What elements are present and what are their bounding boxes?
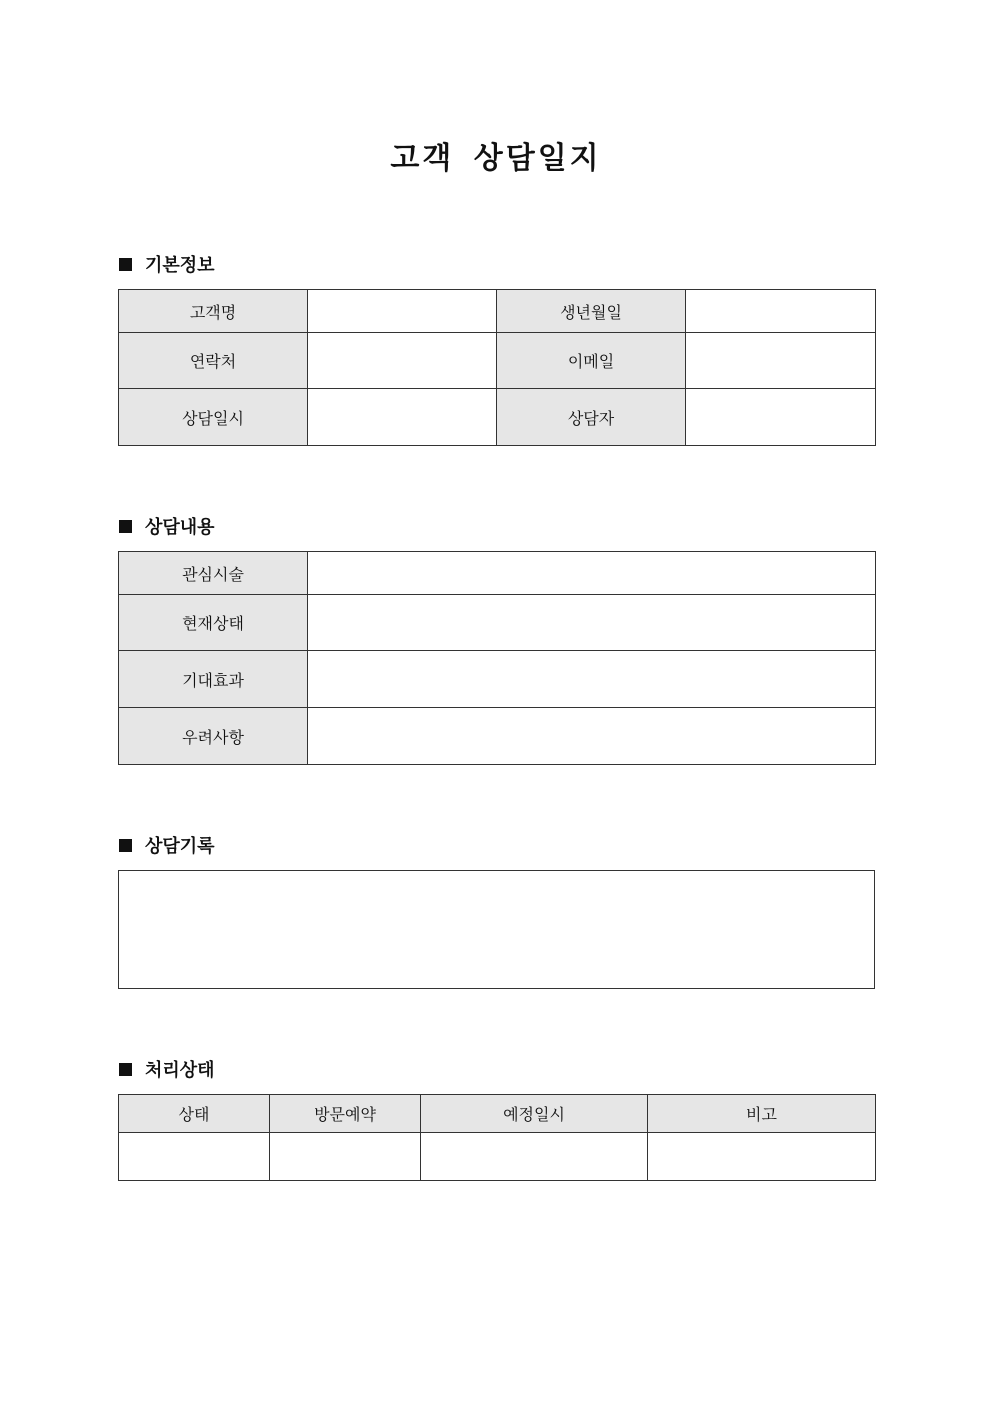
status-field[interactable] (119, 1133, 270, 1181)
section-heading-record (119, 833, 215, 857)
section-heading-label: 상담기록 (145, 836, 215, 857)
customer-name-field[interactable] (308, 290, 497, 333)
contact-field[interactable] (308, 333, 497, 389)
column-header-status: 상태 (119, 1095, 270, 1133)
label-customer-name: 고객명 (119, 290, 308, 333)
basic-info-table (118, 289, 876, 446)
section-heading-label: 상담내용 (145, 517, 215, 538)
page-title: 고객 상담일지 (390, 141, 602, 176)
label-consultant: 상담자 (497, 389, 686, 446)
label-email: 이메일 (497, 333, 686, 389)
section-heading-content (119, 514, 215, 538)
square-bullet-icon (119, 258, 132, 271)
square-bullet-icon (119, 1063, 132, 1076)
label-concerns: 우려사항 (119, 708, 308, 765)
concerns-field[interactable] (308, 708, 876, 765)
label-current-state: 현재상태 (119, 595, 308, 651)
square-bullet-icon (119, 839, 132, 852)
consultant-field[interactable] (686, 389, 876, 446)
section-heading-label: 처리상태 (145, 1060, 215, 1081)
expected-effect-field[interactable] (308, 651, 876, 708)
section-heading-label: 기본정보 (145, 255, 215, 276)
consult-content-table (118, 551, 876, 765)
column-header-visit-reservation: 방문예약 (270, 1095, 421, 1133)
consult-record-box[interactable] (118, 870, 875, 989)
column-header-remarks: 비고 (648, 1095, 876, 1133)
label-consult-datetime: 상담일시 (119, 389, 308, 446)
column-header-scheduled-datetime: 예정일시 (421, 1095, 648, 1133)
visit-reservation-field[interactable] (270, 1133, 421, 1181)
birth-date-field[interactable] (686, 290, 876, 333)
consult-datetime-field[interactable] (308, 389, 497, 446)
interest-procedure-field[interactable] (308, 552, 876, 595)
section-heading-status (119, 1057, 215, 1081)
email-field[interactable] (686, 333, 876, 389)
scheduled-datetime-field[interactable] (421, 1133, 648, 1181)
label-contact: 연락처 (119, 333, 308, 389)
square-bullet-icon (119, 520, 132, 533)
status-table (118, 1094, 876, 1181)
label-birth-date: 생년월일 (497, 290, 686, 333)
current-state-field[interactable] (308, 595, 876, 651)
label-expected-effect: 기대효과 (119, 651, 308, 708)
label-interest-procedure: 관심시술 (119, 552, 308, 595)
remarks-field[interactable] (648, 1133, 876, 1181)
section-heading-basic (119, 252, 215, 276)
